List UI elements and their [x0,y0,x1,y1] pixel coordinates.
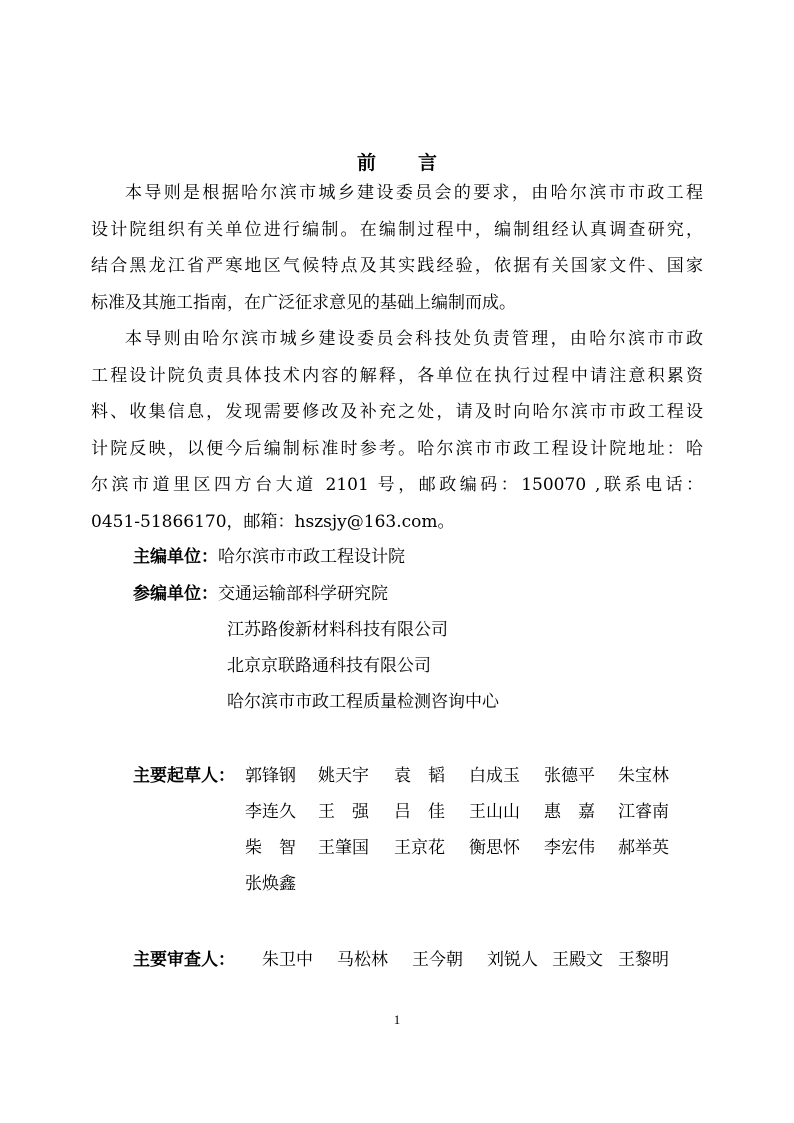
reviewer-name: 王今朝 [412,950,463,970]
reviewers-label: 主要审查人： [133,950,235,970]
drafter-name: 王京花 [394,838,445,858]
reviewer-name: 朱卫中 [262,950,313,970]
paragraph-line: 结合黑龙江省严寒地区气候特点及其实践经验，依据有关国家文件、国家 [91,256,703,276]
drafter-name: 王肇国 [318,838,369,858]
drafter-name: 王 强 [318,802,369,822]
drafter-name: 惠 嘉 [544,802,595,822]
drafters-row [133,869,693,893]
drafter-name: 衡思怀 [469,838,520,858]
paragraph-line: 本导则是根据哈尔滨市城乡建设委员会的要求，由哈尔滨市市政工程 [125,183,703,203]
drafter-name: 柴 智 [245,838,296,858]
participating-unit-item: 北京京联路通科技有限公司 [227,656,431,676]
reviewer-name: 王黎明 [618,950,669,970]
drafter-name: 张焕鑫 [245,874,296,894]
drafter-name: 吕 佳 [394,802,445,822]
reviewer-name: 王殿文 [552,950,603,970]
drafter-name: 朱宝林 [618,766,669,786]
page-number: 1 [393,1012,401,1027]
participating-unit-item: 江苏路俊新材料科技有限公司 [227,620,448,640]
paragraph-line: 标准及其施工指南，在广泛征求意见的基础上编制而成。 [91,292,516,313]
participating-units-row [133,579,388,604]
page-title [0,148,794,175]
paragraph-line: 设计院组织有关单位进行编制。在编制过程中，编制组经认真调查研究， [91,219,703,240]
reviewer-name: 刘锐人 [487,950,538,970]
title-char-2: 言 [418,152,438,174]
participating-unit-item: 交通运输部科学研究院 [218,584,388,604]
drafter-name: 郝举英 [618,838,669,858]
drafter-name: 江睿南 [618,802,669,822]
chief-unit-label: 主编单位： [133,547,218,567]
reviewer-name: 马松林 [337,950,388,970]
chief-unit-row [133,542,405,567]
drafter-name: 袁 韬 [394,766,445,786]
paragraph-line: 工程设计院负责具体技术内容的解释，各单位在执行过程中请注意积累资 [91,365,703,386]
paragraph-line: 尔滨市道里区四方台大道 2101 号，邮政编码：150070 ,联系电话： [91,475,703,495]
participating-unit-item: 哈尔滨市市政工程质量检测咨询中心 [227,692,499,712]
drafters-row [133,833,693,857]
paragraph-line: 本导则由哈尔滨市城乡建设委员会科技处负责管理，由哈尔滨市市政 [125,329,703,349]
drafter-name: 李连久 [245,802,296,822]
preface-paragraph-2 [91,321,703,540]
drafter-name: 白成玉 [469,766,520,786]
paragraph-line: 料、收集信息，发现需要修改及补充之处，请及时向哈尔滨市市政工程设 [91,402,703,422]
paragraph-line: 0451-51866170，邮箱：hszsjy@163.com。 [91,511,455,532]
reviewers-row [133,945,693,969]
drafters-row [133,761,693,785]
drafter-name: 郭锋钢 [245,766,296,786]
preface-paragraph-1 [91,175,703,321]
drafters-label: 主要起草人： [133,766,235,786]
chief-unit-value: 哈尔滨市市政工程设计院 [218,547,405,567]
drafter-name: 王山山 [469,802,520,822]
drafter-name: 张德平 [544,766,595,786]
drafters-row [133,797,693,821]
participating-units-label: 参编单位： [133,584,218,604]
paragraph-line: 计院反映，以便今后编制标准时参考。哈尔滨市市政工程设计院地址：哈 [91,438,703,459]
drafter-name: 李宏伟 [544,838,595,858]
title-char-1: 前 [356,152,376,174]
drafter-name: 姚天宇 [318,766,369,786]
